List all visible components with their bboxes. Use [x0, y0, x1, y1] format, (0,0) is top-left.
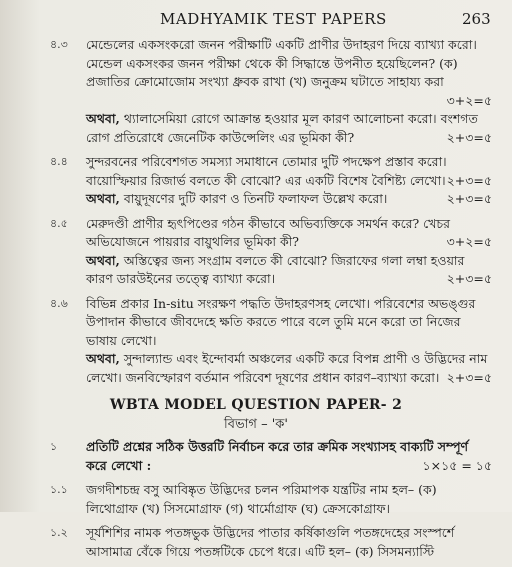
alternative-text: সুন্দাল্যান্ড এবং ইন্দোবর্মা অঞ্চলের একটি করে বিপন্ন প্রাণী ও উদ্ভিদের নাম লেখো। জনবিস্ফোরণ বর্তমান পরিবেশ দূষণের প্রধান কারণ–ব্যাখ্যা করো।	[86, 351, 488, 385]
page-header	[0, 6, 512, 28]
question-number: ৪.৩	[50, 38, 68, 51]
question-text: মেন্ডেলের একসংকরো জনন পরীক্ষাটি একটি প্রাণীর উদাহরণ দিয়ে ব্যাখ্যা করো। মেন্ডেল একসংকর জনন পরীক্ষা থেকে কী সিদ্ধান্তে উপনীত হয়েছিলেন? (ক) প্রজাতির ক্রোমোজোম সংখ্যা ধ্রুবক রাখা (খ) জনুক্রম ঘটাতে সাহায্য করা	[86, 37, 477, 89]
question-number: ১	[50, 440, 58, 453]
question-score: ৩+২=৫	[446, 234, 492, 249]
question-4-4	[0, 153, 512, 209]
question-4-5	[0, 215, 512, 289]
question-text	[86, 215, 492, 252]
question-1-2	[0, 524, 512, 561]
or-label: অথবা,	[86, 191, 120, 206]
alternative-score: ২+৩=৫	[446, 271, 492, 286]
alternative-question	[86, 350, 492, 387]
question-number: ১.১	[50, 483, 68, 496]
question-score: ৩+২=৫	[446, 92, 492, 108]
section-title: WBTA MODEL QUESTION PAPER- 2	[109, 397, 403, 413]
alternative-question	[86, 190, 492, 209]
alternative-question	[86, 110, 492, 147]
or-label: অথবা,	[86, 351, 120, 366]
question-1-1	[0, 481, 512, 518]
question-number: ৪.৪	[50, 155, 68, 168]
question-number: ৪.৬	[50, 296, 68, 310]
question-body: প্রতিটি প্রশ্নের সঠিক উত্তরটি নির্বাচন করে তার ক্রমিক সংখ্যাসহ বাক্যটি সম্পূর্ণ করে লেখো :	[86, 439, 469, 473]
question-score: ২+৩=৫	[446, 172, 492, 188]
question-number: ১.২	[50, 526, 68, 539]
question-number: ৪.৫	[50, 216, 68, 230]
question-1	[0, 438, 512, 475]
alternative-question	[86, 252, 492, 289]
question-4-3	[0, 36, 512, 147]
question-body: সুন্দরবনের পরিবেশগত সমস্যা সমাধানে তোমার দুটি পদক্ষেপ প্রস্তাব করো। বায়োস্ফিয়ার রিজার্ভ বলতে কী বোঝো? এর একটি বিশেষ বৈশিষ্ট্য লেখো।	[86, 154, 447, 188]
page-content	[0, 36, 512, 567]
page-number: 263	[462, 10, 491, 28]
alternative-text: অস্তিত্বের জন্য সংগ্রাম বলতে কী বোঝো? জিরাফের গলা লম্বা হওয়ার কারণ ডারউইনের তত্ত্বে ব্যাখ্যা করো।	[86, 252, 465, 286]
alternative-text: বায়ুদূষণের দুটি কারণ ও তিনটি ফলাফল উল্লেখ করো।	[123, 191, 388, 206]
or-label: অথবা,	[86, 111, 120, 126]
question-text: জগদীশচন্দ্র বসু আবিষ্কৃত উদ্ভিদের চলন পরিমাপক যন্ত্রটির নাম হল– (ক) লিথোগ্রাফ (খ) সিসমোগ্রাফ (গ) থার্মোগ্রাফ (ঘ) ক্রেসকোগ্রাফ।	[86, 482, 437, 516]
alternative-score: ২+৩=৫	[446, 129, 492, 145]
question-text: সূর্যশিশির নামক পতঙ্গভুক উদ্ভিদের পাতার কর্ষিকাগুলি পতঙ্গদেহের সংস্পর্শে আসামাত্র বেঁকে গিয়ে পতঙ্গটিকে চেপে ধরে। এটি হল– (ক) সিসমন্যাস্টি	[86, 525, 455, 559]
alternative-score: ২+৩=৫	[446, 191, 492, 206]
alternative-text: থ্যালাসেমিয়া রোগে আক্রান্ত হওয়ার মূল কারণ আলোচনা করো। বংশগত রোগ প্রতিরোধে জেনেটিক কাউন্সেলিং এর ভূমিকা কী?	[86, 111, 478, 145]
question-4-6	[0, 295, 512, 388]
question-text	[86, 153, 492, 190]
question-marks: ১×১৫ = ১৫	[422, 457, 492, 473]
question-body: মেরুদণ্ডী প্রাণীর হৃৎপিণ্ডের গঠন কীভাবে অভিব্যক্তিকে সমর্থন করে? খেচর অভিযোজনে পায়রার বায়ুথলির ভূমিকা কী?	[86, 215, 451, 249]
alternative-score: ২+৩=৫	[446, 369, 492, 385]
section-part-label: বিভাগ – 'ক'	[224, 417, 288, 432]
question-text	[86, 438, 492, 475]
or-label: অথবা,	[86, 252, 120, 268]
header-title: MADHYAMIK TEST PAPERS	[160, 10, 387, 28]
question-text: বিভিন্ন প্রকার In-situ সংরক্ষণ পদ্ধতি উদাহরণসহ লেখো। পরিবেশের অভঙ্গুর উপাদান কীভাবে জীবদেহে ক্ষতি করতে পারে বলে তুমি মনে করো তা নিজের ভাষায় লেখো।	[86, 295, 476, 348]
